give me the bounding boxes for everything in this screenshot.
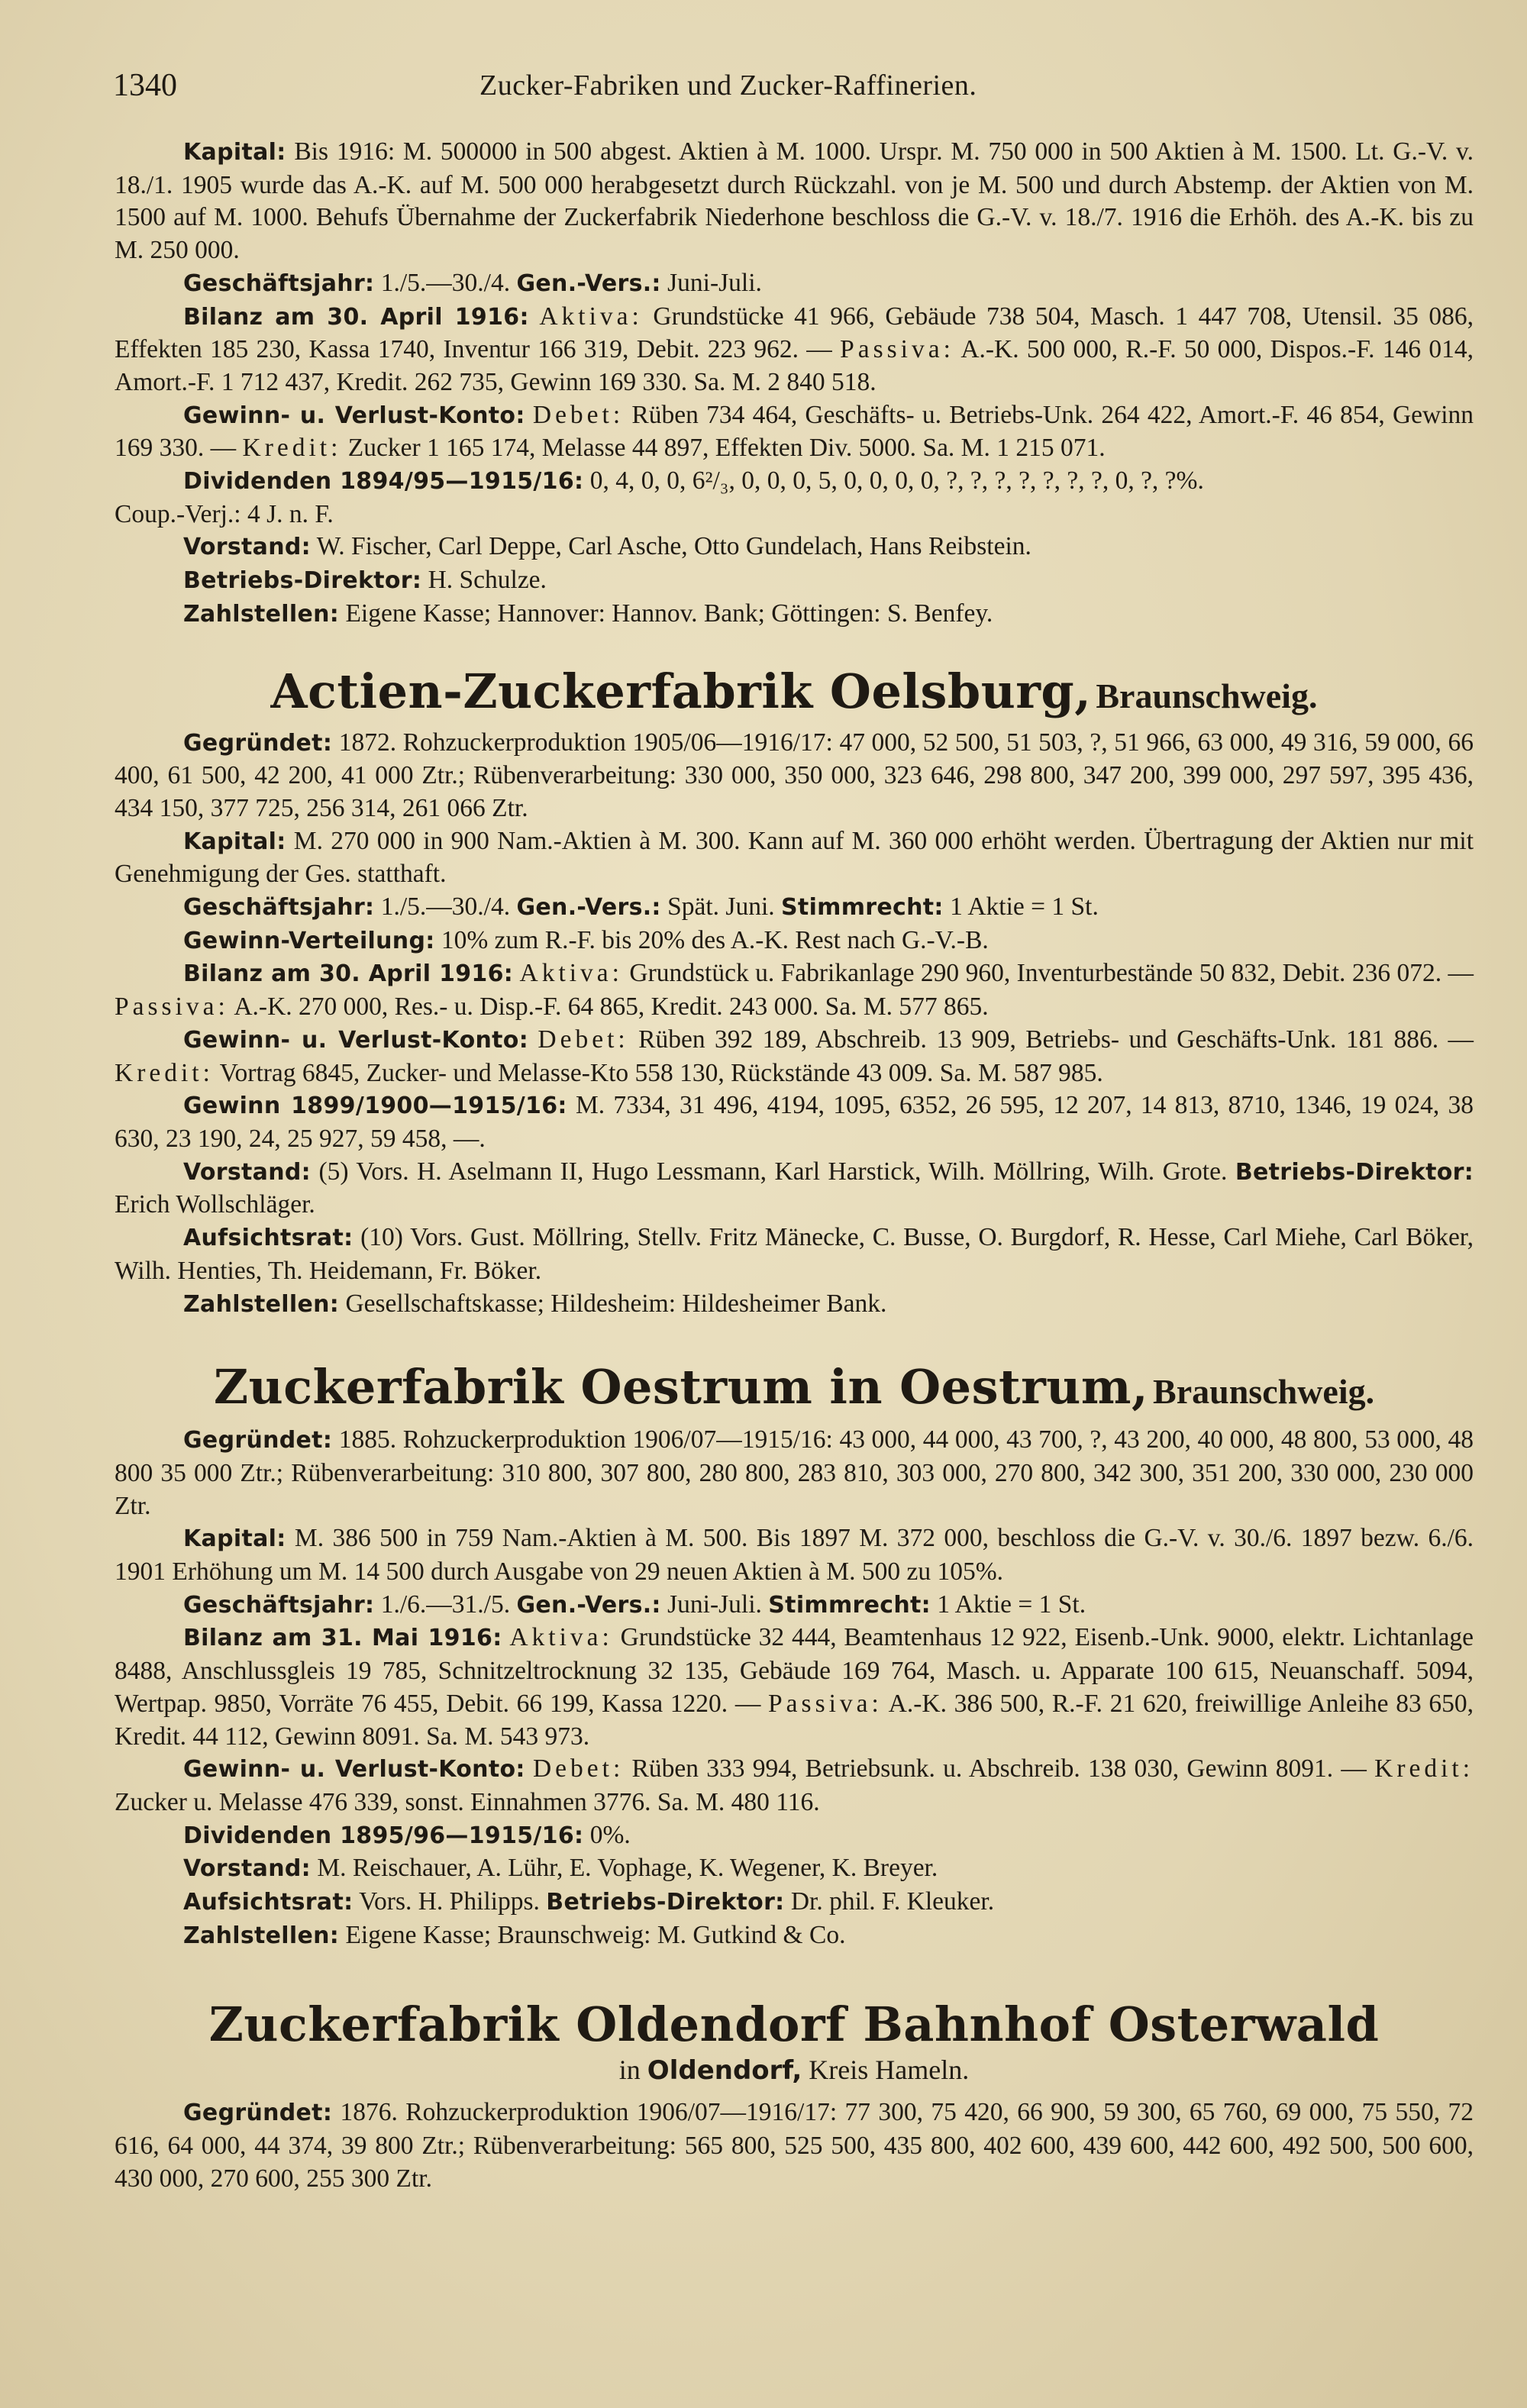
text: Juni-Juli. bbox=[667, 268, 762, 297]
label: Betriebs-Direktor: bbox=[1235, 1158, 1474, 1186]
text: Eigene Kasse; Braunschweig: M. Gutkind & Co. bbox=[345, 1920, 846, 1949]
gegruendet-paragraph bbox=[115, 2097, 1474, 2195]
gegruendet-paragraph bbox=[115, 727, 1474, 825]
zahlstellen-paragraph bbox=[115, 1288, 1474, 1322]
gewinnverteilung-paragraph bbox=[115, 925, 1474, 958]
text: M. 386 500 in 759 Nam.-Aktien à M. 500. Bis 1897 M. 372 000, beschloss die G.-V. v. 30./6. 1897 bezw. 6./6. 1901 Erhöhung um M. 14 500 durch Ausgabe von 29 neuen Aktien à M. 500 zu 105%. bbox=[115, 1524, 1474, 1587]
company-subheading-oldendorf bbox=[115, 2054, 1474, 2086]
text: Zucker u. Melasse 476 339, sonst. Einnahmen 3776. Sa. M. 480 116. bbox=[115, 1787, 820, 1816]
label: Gen.-Vers.: bbox=[516, 894, 661, 922]
text: Grundstück u. Fabrikanlage 290 960, Inventurbestände 50 832, Debit. 236 072. — bbox=[629, 959, 1474, 988]
label: Kapital: bbox=[183, 828, 286, 855]
label: Stimmrecht: bbox=[781, 894, 944, 922]
guv-paragraph bbox=[115, 399, 1474, 465]
page-content bbox=[115, 136, 1474, 2196]
label: Geschäftsjahr: bbox=[183, 894, 375, 922]
label: Gegründet: bbox=[183, 1427, 333, 1454]
text: W. Fischer, Carl Deppe, Carl Asche, Otto Gundelach, Hans Reibstein. bbox=[316, 532, 1031, 561]
text: Rüben 333 994, Betriebsunk. u. Abschreib. 138 030, Gewinn 8091. — bbox=[631, 1754, 1367, 1783]
label: Dividenden 1894/95—1915/16: bbox=[183, 468, 584, 495]
label: Kapital: bbox=[183, 139, 286, 166]
label: Kapital: bbox=[183, 1525, 286, 1553]
label: Debet: bbox=[532, 1754, 625, 1783]
bilanz-paragraph bbox=[115, 957, 1474, 1023]
text: 1 Aktie = 1 St. bbox=[937, 1590, 1086, 1619]
text: Rüben 392 189, Abschreib. 13 909, Betriebs- und Geschäfts-Unk. 181 886. — bbox=[638, 1025, 1474, 1054]
aufsichtsrat-paragraph bbox=[115, 1886, 1474, 1919]
label: Kredit: bbox=[242, 434, 342, 463]
label: Betriebs-Direktor: bbox=[546, 1889, 785, 1916]
label: Vorstand: bbox=[183, 1158, 311, 1186]
label: Passiva: bbox=[840, 335, 954, 364]
vorstand-paragraph bbox=[115, 1852, 1474, 1886]
label: Dividenden 1895/96—1915/16: bbox=[183, 1822, 584, 1849]
label: Gen.-Vers.: bbox=[516, 1591, 661, 1619]
dividenden-paragraph bbox=[115, 1819, 1474, 1853]
label: Vorstand: bbox=[183, 534, 311, 561]
geschaeftsjahr-paragraph bbox=[115, 267, 1474, 301]
kapital-paragraph bbox=[115, 825, 1474, 891]
company-heading-oldendorf bbox=[115, 1996, 1474, 2052]
text: Vortrag 6845, Zucker- und Melasse-Kto 558 130, Rückstände 43 009. Sa. M. 587 985. bbox=[219, 1058, 1103, 1087]
text: A.-K. 270 000, Res.- u. Disp.-F. 64 865, Kredit. 243 000. Sa. M. 577 865. bbox=[234, 993, 989, 1022]
text: 10% zum R.-F. bis 20% des A.-K. Rest nach G.-V.-B. bbox=[441, 925, 989, 954]
sub-place: Oldendorf, bbox=[647, 2055, 802, 2087]
page-header bbox=[113, 67, 1451, 113]
label: Aktiva: bbox=[539, 302, 643, 331]
label: Debet: bbox=[538, 1025, 629, 1054]
sub-rest: Kreis Hameln. bbox=[809, 2055, 970, 2086]
text: 0, 4, 0, 0, 6²/₃, 0, 0, 0, 5, 0, 0, 0, 0, ?, ?, ?, ?, ?, ?, ?, 0, ?, ?%. bbox=[589, 466, 1204, 495]
label: Bilanz am 30. April 1916: bbox=[183, 960, 514, 988]
direktor-paragraph bbox=[115, 564, 1474, 598]
running-title: Zucker-Fabriken und Zucker-Raffinerien. bbox=[479, 69, 977, 102]
text: M. 7334, 31 496, 4194, 1095, 6352, 26 595, 12 207, 14 813, 8710, 1346, 19 024, 38 630, 23 190, 24, 25 927, 59 458, —. bbox=[115, 1091, 1474, 1153]
label: Zahlstellen: bbox=[183, 600, 340, 628]
label: Gewinn- u. Verlust-Konto: bbox=[183, 402, 525, 429]
text: 1./5.—30./4. bbox=[380, 893, 511, 922]
text: Bis 1916: M. 500000 in 500 abgest. Aktien à M. 1000. Urspr. M. 750 000 in 500 Aktien à M. 1500. Lt. G.-V. v. 18./1. 1905 wurde das A.-K. auf M. 500 000 herabgesetzt durch Rückzahl. von je M. 500 und durch Abstemp. der Aktien von M. 1500 auf M. 1000. Behufs Übernahme der Zuckerfabrik Niederhone beschloss die G.-V. v. 18./7. 1916 die Erhöh. des A.-K. bis zu M. 250 000. bbox=[115, 137, 1474, 265]
text: Vors. H. Philipps. bbox=[359, 1887, 540, 1916]
page-number: 1340 bbox=[113, 68, 177, 103]
geschaeftsjahr-paragraph bbox=[115, 891, 1474, 925]
label: Aktiva: bbox=[509, 1623, 613, 1652]
label: Vorstand: bbox=[183, 1855, 311, 1883]
kapital-paragraph bbox=[115, 1522, 1474, 1588]
text: Grundstücke 32 444, Beamtenhaus 12 922, Eisenb.-Unk. 9000, elektr. Lichtanlage 8488, Anschlussgleis 19 785, Schnitzeltrocknung 32 135, Gebäude 169 764, Masch. u. Apparate 100 615, Neuanschaff. 5094, Wertpap. 9850, Vorräte 76 455, Debit. 66 199, Kassa 1220. — bbox=[115, 1623, 1474, 1718]
label: Bilanz am 31. Mai 1916: bbox=[183, 1625, 502, 1652]
text: 1876. Rohzuckerproduktion 1906/07—1916/17: 77 300, 75 420, 66 900, 59 300, 65 760, 69 000, 75 550, 72 616, 64 000, 44 374, 39 800 Ztr.; Rübenverarbeitung: 565 800, 525 500, 435 800, 402 600, 439 600, 442 600, 492 500, 500 600, 430 000, 270 600, 255 300 Ztr. bbox=[115, 2098, 1474, 2193]
label: Aktiva: bbox=[519, 959, 623, 988]
text: 1885. Rohzuckerproduktion 1906/07—1915/16: 43 000, 44 000, 43 700, ?, 43 200, 40 000, 48 800, 53 000, 48 800 35 000 Ztr.; Rübenverarbeitung: 310 800, 307 800, 280 800, 283 810, 303 000, 270 800, 342 300, 351 200, 330 000, 230 000 Ztr. bbox=[115, 1425, 1474, 1520]
label: Gewinn-Verteilung: bbox=[183, 927, 435, 954]
label: Betriebs-Direktor: bbox=[183, 567, 422, 595]
dividenden-paragraph bbox=[115, 465, 1474, 499]
label: Gegründet: bbox=[183, 729, 333, 757]
text: 1./5.—30./4. bbox=[380, 268, 511, 297]
label: Gewinn- u. Verlust-Konto: bbox=[183, 1756, 525, 1783]
coupon-paragraph: Coup.-Verj.: 4 J. n. F. bbox=[115, 499, 334, 528]
label: Aufsichtsrat: bbox=[183, 1225, 354, 1252]
label: Kredit: bbox=[1374, 1754, 1474, 1783]
company-city: Braunschweig. bbox=[1153, 1372, 1375, 1412]
entry-oestrum bbox=[115, 1424, 1474, 1952]
gegruendet-paragraph bbox=[115, 1424, 1474, 1522]
company-heading-oestrum bbox=[115, 1359, 1474, 1415]
label: Gewinn 1899/1900—1915/16: bbox=[183, 1093, 567, 1120]
company-city: Braunschweig. bbox=[1096, 676, 1318, 715]
bilanz-paragraph bbox=[115, 1622, 1474, 1753]
text: Grundstücke 41 966, Gebäude 738 504, Masch. 1 447 708, Utensil. 35 086, Effekten 185 230, Kassa 1740, Inventur 166 319, Debit. 223 962. — bbox=[115, 302, 1474, 364]
label: Geschäftsjahr: bbox=[183, 1591, 375, 1619]
text: Dr. phil. F. Kleuker. bbox=[790, 1887, 995, 1916]
bilanz-paragraph bbox=[115, 301, 1474, 399]
text: (5) Vors. H. Aselmann II, Hugo Lessmann, Karl Harstick, Wilh. Möllring, Wilh. Grote. bbox=[318, 1157, 1228, 1186]
company-heading-oelsburg bbox=[115, 663, 1474, 719]
text: 1./6.—31./5. bbox=[380, 1590, 511, 1619]
text: H. Schulze. bbox=[428, 566, 547, 595]
label: Zahlstellen: bbox=[183, 1290, 340, 1318]
text: Erich Wollschläger. bbox=[115, 1190, 315, 1219]
label: Passiva: bbox=[115, 993, 229, 1022]
entry-continued bbox=[115, 136, 1474, 631]
kapital-paragraph bbox=[115, 136, 1474, 267]
label: Gewinn- u. Verlust-Konto: bbox=[183, 1026, 528, 1054]
label: Gen.-Vers.: bbox=[516, 270, 661, 297]
company-name: Actien-Zuckerfabrik Oelsburg, bbox=[270, 663, 1092, 719]
guv-paragraph bbox=[115, 1024, 1474, 1089]
guv-paragraph bbox=[115, 1753, 1474, 1819]
label: Aufsichtsrat: bbox=[183, 1889, 354, 1916]
label: Debet: bbox=[532, 400, 625, 429]
text: M. Reischauer, A. Lühr, E. Vophage, K. Wegener, K. Breyer. bbox=[317, 1854, 938, 1883]
label: Zahlstellen: bbox=[183, 1922, 340, 1949]
text: (10) Vors. Gust. Möllring, Stellv. Fritz Mänecke, C. Busse, O. Burgdorf, R. Hesse, Carl Miehe, Carl Böker, Wilh. Henties, Th. Heidemann, Fr. Böker. bbox=[115, 1223, 1474, 1285]
zahlstellen-paragraph bbox=[115, 1919, 1474, 1953]
label: Kredit: bbox=[115, 1058, 214, 1087]
sub-in: in bbox=[618, 2055, 641, 2086]
text: Zucker 1 165 174, Melasse 44 897, Effekten Div. 5000. Sa. M. 1 215 071. bbox=[347, 434, 1106, 463]
company-name: Zuckerfabrik Oldendorf Bahnhof Osterwald bbox=[208, 1996, 1380, 2053]
zahlstellen-paragraph bbox=[115, 598, 1474, 631]
vorstand-paragraph bbox=[115, 1156, 1474, 1222]
text: Juni-Juli. bbox=[667, 1590, 762, 1619]
label: Gegründet: bbox=[183, 2100, 333, 2127]
text: A.-K. 386 500, R.-F. 21 620, freiwillige Anleihe 83 650, Kredit. 44 112, Gewinn 8091. Sa. M. 543 973. bbox=[115, 1689, 1474, 1751]
text: 1872. Rohzuckerproduktion 1905/06—1916/17: 47 000, 52 500, 51 503, ?, 51 966, 63 000, 49 316, 59 000, 66 400, 61 500, 42 200, 41 000 Ztr.; Rübenverarbeitung: 330 000, 350 000, 323 646, 298 800, 347 200, 399 000, 297 597, 395 436, 434 150, 377 725, 256 314, 261 066 Ztr. bbox=[115, 728, 1474, 822]
text: 0%. bbox=[589, 1820, 631, 1849]
aufsichtsrat-paragraph bbox=[115, 1222, 1474, 1287]
label: Stimmrecht: bbox=[768, 1591, 931, 1619]
text: M. 270 000 in 900 Nam.-Aktien à M. 300. Kann auf M. 360 000 erhöht werden. Übertragung der Aktien nur mit Genehmigung der Ges. statthaft. bbox=[115, 826, 1474, 889]
text: A.-K. 500 000, R.-F. 50 000, Dispos.-F. 146 014, Amort.-F. 1 712 437, Kredit. 262 735, Gewinn 169 330. Sa. M. 2 840 518. bbox=[115, 335, 1474, 396]
entry-oldendorf bbox=[115, 2097, 1474, 2195]
text: Rüben 734 464, Geschäfts- u. Betriebs-Unk. 264 422, Amort.-F. 46 854, Gewinn 169 330. — bbox=[115, 400, 1474, 463]
vorstand-paragraph bbox=[115, 531, 1474, 564]
text: Eigene Kasse; Hannover: Hannov. Bank; Göttingen: S. Benfey. bbox=[345, 599, 993, 628]
label: Bilanz am 30. April 1916: bbox=[183, 303, 529, 331]
entry-oelsburg bbox=[115, 727, 1474, 1322]
label: Geschäftsjahr: bbox=[183, 270, 375, 297]
geschaeftsjahr-paragraph bbox=[115, 1589, 1474, 1622]
text: Spät. Juni. bbox=[667, 893, 775, 922]
text: 1 Aktie = 1 St. bbox=[950, 893, 1099, 922]
text: Gesellschaftskasse; Hildesheim: Hildesheimer Bank. bbox=[345, 1289, 887, 1318]
gewinn-paragraph bbox=[115, 1089, 1474, 1155]
company-name: Zuckerfabrik Oestrum in Oestrum, bbox=[213, 1359, 1149, 1415]
label: Passiva: bbox=[768, 1689, 883, 1718]
